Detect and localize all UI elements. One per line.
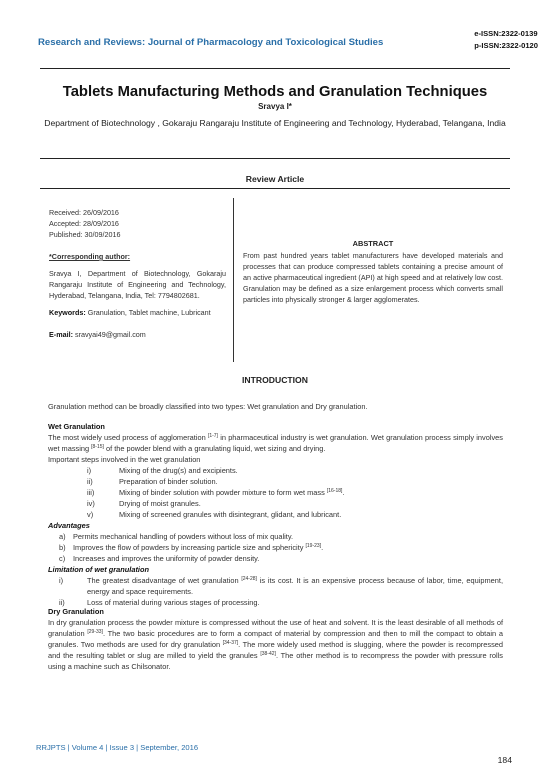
ref-sup: [38-42] (260, 651, 276, 657)
list-item (87, 476, 503, 487)
keywords-label: Keywords: (49, 308, 86, 317)
ref-sup: [34-37] (222, 640, 239, 646)
pissn: p-ISSN:2322-0120 (474, 41, 538, 50)
keywords (49, 307, 226, 318)
item-text: Mixing of the drug(s) and excipients. (119, 466, 238, 475)
item-text: Increases and improves the uniformity of powder density. (73, 554, 260, 563)
list-item (87, 487, 503, 498)
item-text: The greatest disadvantage of wet granulation (87, 576, 242, 585)
wet-granulation-section (48, 421, 503, 608)
list-item (59, 542, 503, 553)
list-item (59, 553, 503, 564)
dry-c: . The more widely used method is slugging, where the powder is recompressed and the resulting tablet or slug are milled to yield the granules (48, 640, 503, 660)
advantages-heading: Advantages (48, 521, 90, 530)
received-date: Received: 26/09/2016 (49, 208, 119, 217)
intro-lead: Granulation method can be broadly classified into two types: Wet granulation and Dry granulation. (48, 402, 368, 411)
page-number: 184 (497, 755, 512, 765)
item-text: Permits mechanical handling of powders without loss of mix quality. (73, 532, 294, 541)
item-number: i) (59, 576, 64, 585)
section-rule-bottom (40, 188, 510, 189)
item-number: iii) (87, 488, 95, 497)
item-text: Loss of material during various stages of processing. (87, 598, 260, 607)
item-number: a) (59, 532, 66, 541)
item-text: Mixing of screened granules with disintegrant, glidant, and lubricant. (119, 510, 342, 519)
item-number: c) (59, 554, 66, 563)
wet-heading: Wet Granulation (48, 422, 105, 431)
ref-sup: [8-15] (91, 444, 104, 450)
limitations-heading: Limitation of wet granulation (48, 565, 150, 574)
abstract-text: From past hundred years tablet manufacturers have developed materials and processes that can produce compressed tablets containing a precise amount of an active pharmaceutical ingredient (API) at high speed and at relatively low cost. Granulation may be defined as a size enlargement process which converts small particles into physically stronger & larger agglomerates. (243, 251, 503, 304)
item-end: . (321, 543, 324, 552)
list-item (87, 498, 503, 509)
article-info-column (49, 207, 226, 340)
affiliation: Department of Biotechnology , Gokaraju Rangaraju Institute of Engineering and Technology, Hyderabad, Telangana, India (44, 118, 506, 128)
email-address: sravyai49@gmail.com (74, 330, 146, 339)
corresponding-label: *Corresponding author: (49, 252, 131, 261)
article-type: Review Article (245, 174, 305, 184)
item-number: ii) (59, 598, 65, 607)
item-number: v) (87, 510, 94, 519)
wet-paragraph (48, 432, 503, 454)
dry-d: . The other method is to recompress the powder with pressure rolls using a machine such as Chilsonator. (48, 651, 503, 671)
list-item (87, 465, 503, 476)
limitations-list (48, 575, 503, 608)
header-rule (40, 68, 510, 69)
item-text: Preparation of binder solution. (119, 477, 218, 486)
item-number: b) (59, 543, 66, 552)
item-number: ii) (87, 477, 93, 486)
wet-steps-intro: Important steps involved in the wet granulation (48, 455, 201, 464)
wet-steps-list (48, 465, 503, 520)
ref-sup: [24-28] (241, 576, 257, 582)
accepted-date: Accepted: 28/09/2016 (49, 219, 119, 228)
dry-granulation-section (48, 606, 503, 672)
journal-name: Research and Reviews: Journal of Pharmacology and Toxicological Studies (38, 37, 384, 48)
corresponding-text: Sravya I, Department of Biotechnology, Gokaraju Rangaraju Institute of Engineering and Technology, Hyderabad, Telangana, India, Tel: 7794802681. (49, 269, 226, 300)
dry-heading: Dry Granulation (48, 607, 104, 616)
item-text: Drying of moist granules. (119, 499, 201, 508)
list-item (59, 575, 503, 597)
ref-sup: [16-18] (326, 488, 343, 494)
item-end: . (342, 488, 345, 497)
published-date: Published: 30/09/2016 (49, 230, 121, 239)
dry-a: In dry granulation process the powder mixture is compressed without the use of heat and solvent. It is the least desirable of all methods of granulation (48, 618, 503, 638)
section-rule-top (40, 158, 510, 159)
footer-citation: RRJPTS | Volume 4 | Issue 3 | September, 2016 (36, 743, 199, 752)
article-title: Tablets Manufacturing Methods and Granulation Techniques (62, 84, 488, 100)
item-text: Improves the flow of powders by increasing particle size and sphericity (73, 543, 306, 552)
keywords-text: Granulation, Tablet machine, Lubricant (87, 308, 211, 317)
advantages-list (48, 531, 503, 564)
abstract-heading: ABSTRACT (352, 239, 394, 248)
list-item (87, 509, 503, 520)
item-number: iv) (87, 499, 95, 508)
author: Sravya I* (258, 102, 292, 111)
item-text: Mixing of binder solution with powder mixture to form wet mass (119, 488, 327, 497)
email-label: E-mail: (49, 330, 73, 339)
introduction-heading: INTRODUCTION (242, 375, 308, 385)
ref-sup: [29-33] (87, 629, 103, 635)
dry-b: . The two basic procedures are to form a compact of material by compression and then to mill the compact to obtain a granules. Two methods are used for dry granulation (48, 629, 503, 649)
column-divider (233, 198, 234, 362)
wet-p1a: The most widely used process of agglomeration (48, 433, 208, 442)
issn-block (474, 28, 538, 52)
email (49, 329, 226, 340)
wet-p1b: in pharmaceutical industry is wet granulation. Wet granulation process simply involves wet massing (48, 433, 503, 453)
eissn: e-ISSN:2322-0139 (474, 29, 538, 38)
list-item (59, 531, 503, 542)
item-end: is its cost. It is an expensive process because of labor, time, equipment, energy and space requirements. (87, 576, 504, 596)
dry-paragraph (48, 617, 503, 672)
ref-sup: [19-23] (305, 543, 322, 549)
ref-sup: [1-7] (207, 433, 218, 439)
wet-p1c: of the powder blend with a granulating liquid, wet sizing and drying. (103, 444, 326, 453)
item-number: i) (87, 466, 92, 475)
